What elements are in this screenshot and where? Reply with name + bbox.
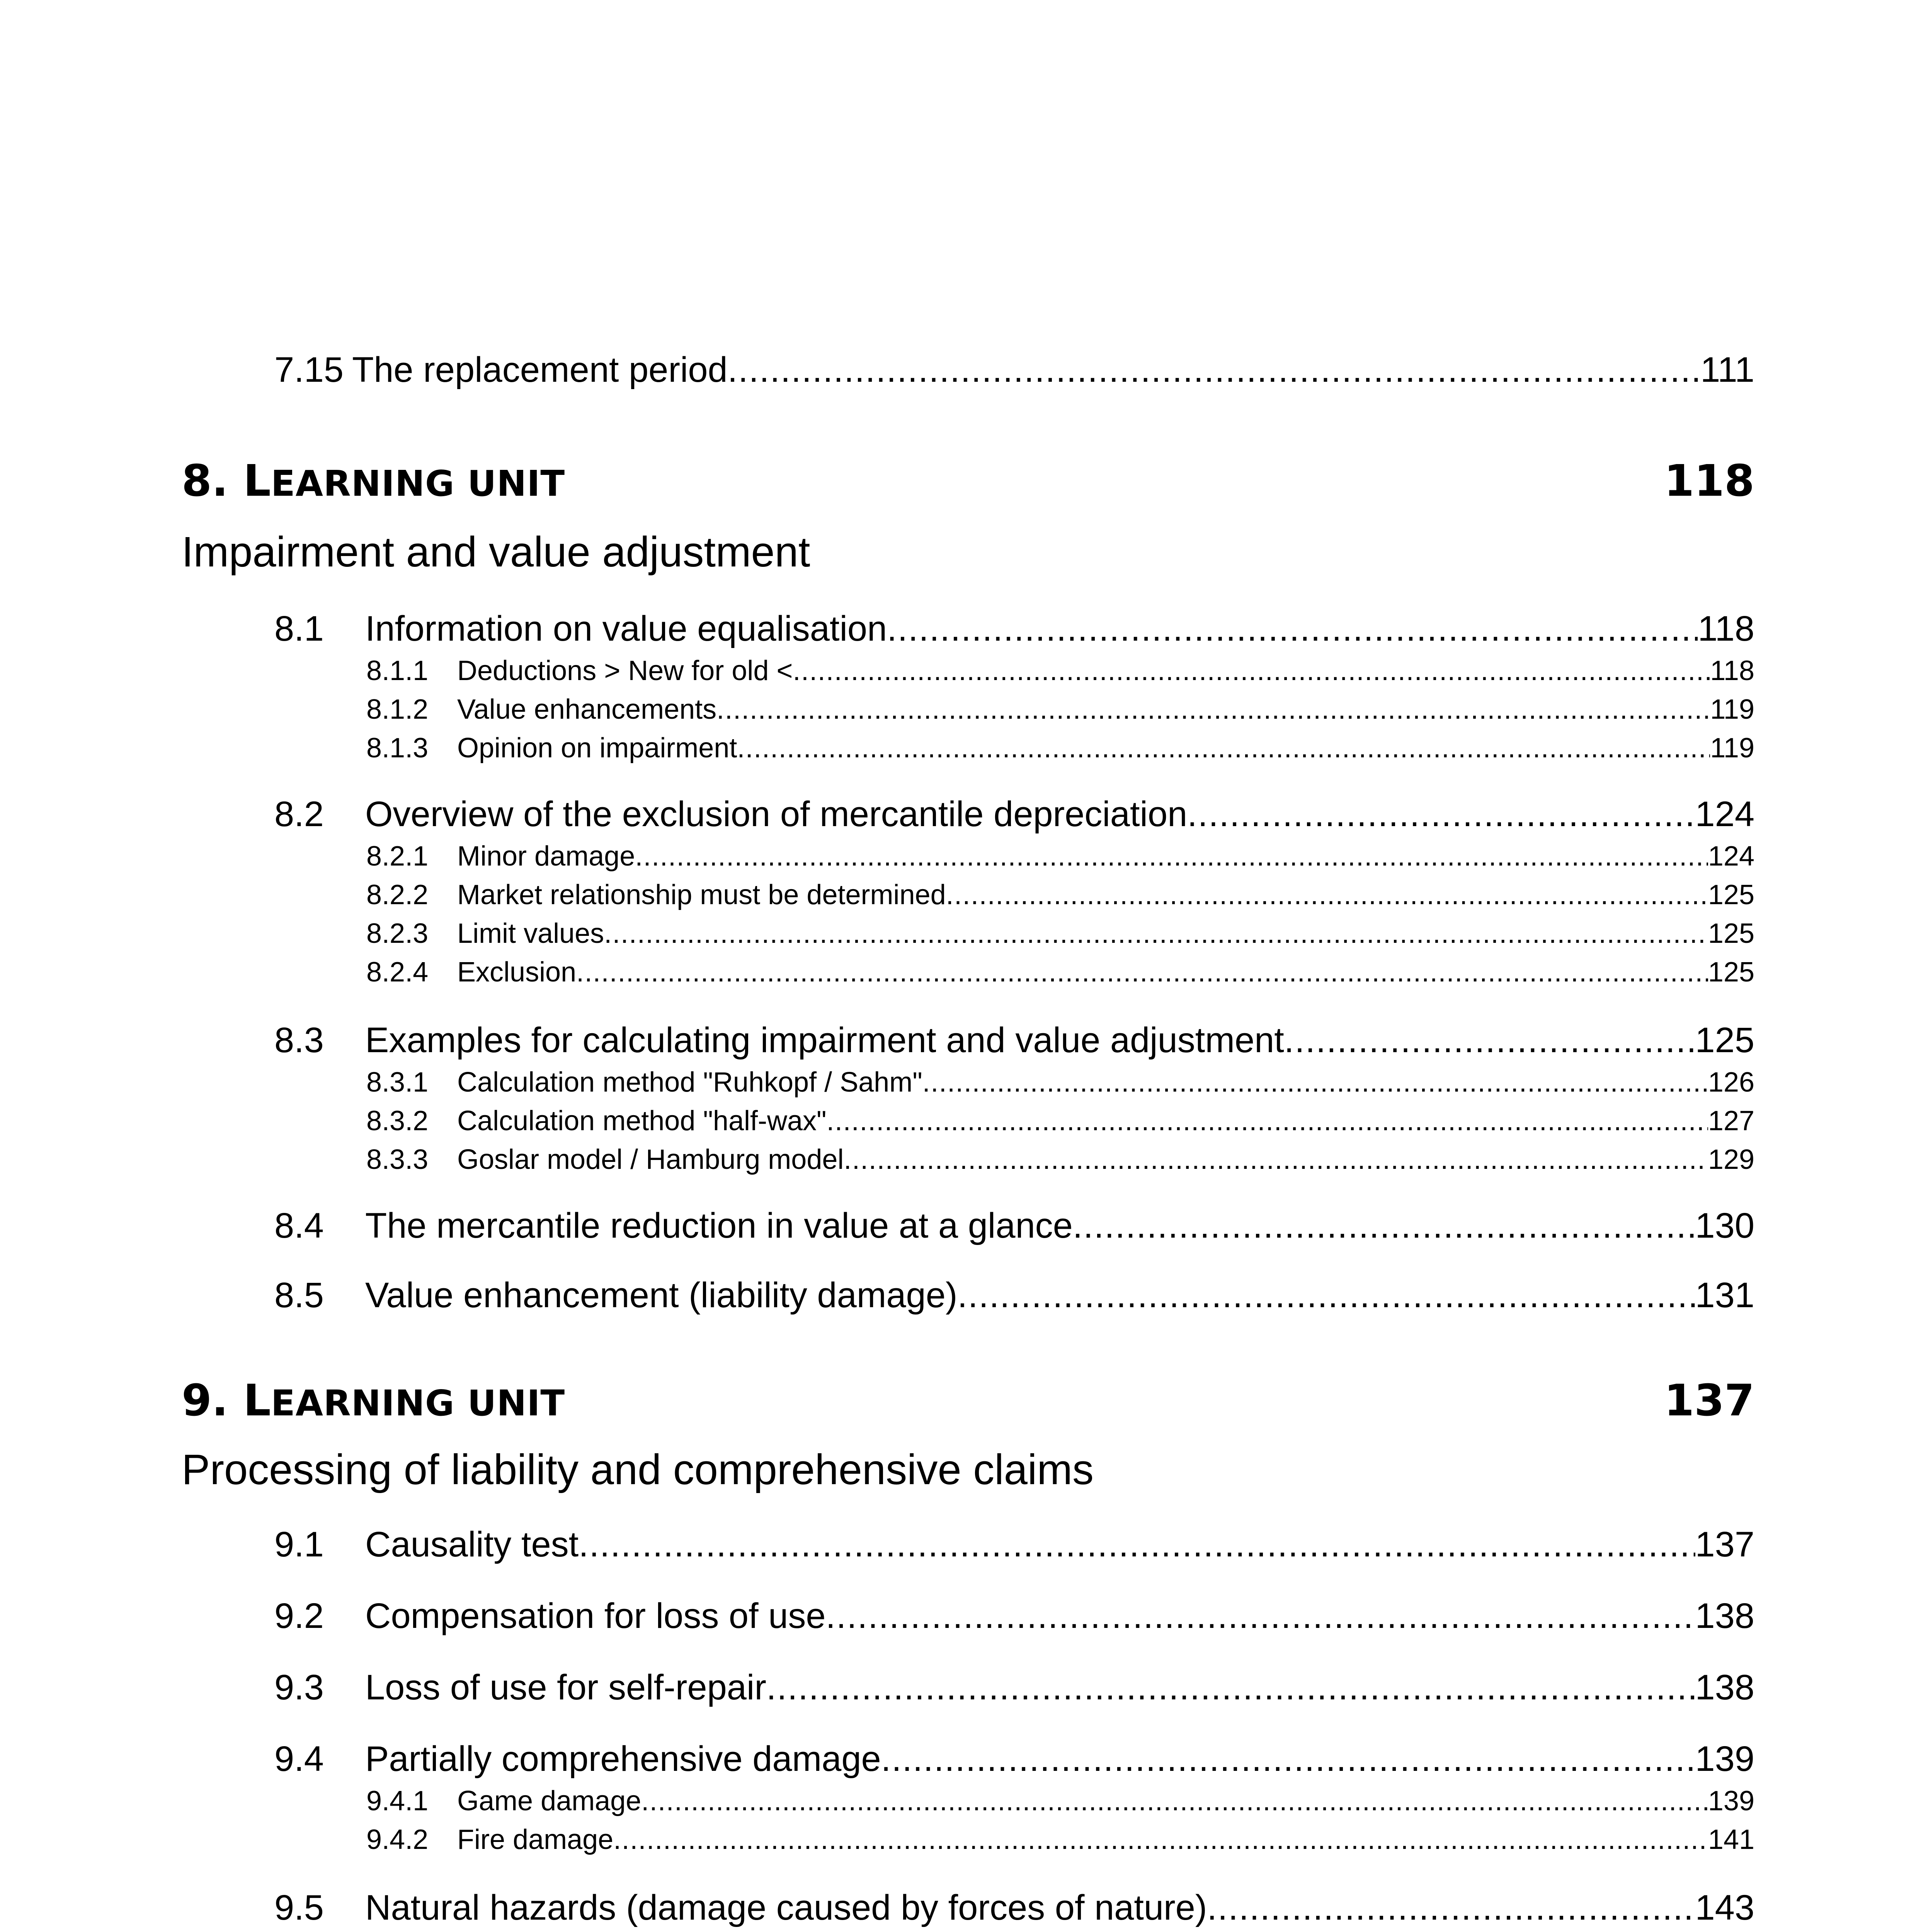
dot-leader — [946, 879, 1708, 911]
dot-leader — [716, 694, 1710, 725]
learning-unit-subtitle: Impairment and value adjustment — [182, 528, 810, 576]
toc-subsection-number: 8.1.1 — [366, 655, 429, 686]
toc-entry-number: 7.15 — [274, 350, 344, 389]
toc-section-page: 138 — [1695, 1668, 1754, 1707]
dot-leader — [922, 1066, 1708, 1098]
toc-subsection[interactable] — [182, 879, 1754, 914]
learning-unit-title: 9. LEARNING UNIT — [182, 1376, 565, 1426]
toc-subsection-number: 8.3.3 — [366, 1144, 429, 1175]
toc-subsection[interactable] — [182, 918, 1754, 952]
toc-subsection-number: 9.4.1 — [366, 1786, 429, 1816]
toc-subsection-number: 8.2.4 — [366, 957, 429, 988]
toc-section-page: 137 — [1695, 1525, 1754, 1564]
toc-section[interactable] — [182, 1206, 1754, 1248]
toc-subsection-title: Value enhancements — [457, 694, 717, 725]
dot-leader — [604, 918, 1708, 949]
dot-leader — [1207, 1888, 1695, 1928]
toc-subsection-number: 8.2.3 — [366, 918, 429, 949]
toc-subsection-page: 127 — [1708, 1105, 1754, 1136]
toc-section-title: Information on value equalisation — [365, 609, 887, 648]
toc-subsection-title: Opinion on impairment — [457, 733, 737, 764]
toc-section-title: Partially comprehensive damage — [365, 1739, 881, 1779]
toc-section[interactable] — [182, 1275, 1754, 1318]
toc-subsection-page: 119 — [1710, 694, 1754, 725]
toc-section-title: Natural hazards (damage caused by forces of nature) — [365, 1888, 1207, 1927]
learning-unit-page: 118 — [1664, 456, 1754, 506]
dot-leader — [793, 655, 1710, 687]
toc-subsection-title: Exclusion — [457, 957, 577, 988]
toc-section[interactable] — [182, 1596, 1754, 1638]
toc-entry[interactable] — [182, 350, 1754, 392]
toc-subsection-title: Fire damage — [457, 1824, 614, 1855]
dot-leader — [579, 1524, 1695, 1565]
toc-section-number: 9.3 — [274, 1668, 324, 1707]
toc-subsection[interactable] — [182, 732, 1754, 767]
toc-subsection-title: Game damage — [457, 1786, 642, 1816]
toc-subsection-number: 8.2.2 — [366, 879, 429, 910]
toc-subsection[interactable] — [182, 1105, 1754, 1140]
toc-subsection[interactable] — [182, 655, 1754, 690]
dot-leader — [881, 1739, 1695, 1779]
toc-section-page: 138 — [1695, 1596, 1754, 1636]
toc-section[interactable] — [182, 1020, 1754, 1063]
toc-section-page: 131 — [1695, 1276, 1754, 1315]
toc-section-title: The mercantile reduction in value at a glance — [365, 1206, 1073, 1245]
toc-section-title: Overview of the exclusion of mercantile depreciation — [365, 794, 1188, 834]
toc-subsection-title: Calculation method "Ruhkopf / Sahm" — [457, 1067, 922, 1098]
toc-subsection-page: 126 — [1708, 1067, 1754, 1098]
toc-section-number: 9.1 — [274, 1525, 324, 1564]
dot-leader — [728, 350, 1700, 390]
toc-section-title: Compensation for loss of use — [365, 1596, 826, 1636]
toc-section-title: Examples for calculating impairment and value adjustment — [365, 1020, 1284, 1060]
toc-section-number: 9.4 — [274, 1739, 324, 1779]
toc-section[interactable] — [182, 1739, 1754, 1781]
toc-section-number: 8.4 — [274, 1206, 324, 1245]
toc-section[interactable] — [182, 1888, 1754, 1930]
toc-section[interactable] — [182, 609, 1754, 651]
dot-leader — [1187, 794, 1695, 835]
toc-subsection-number: 8.1.2 — [366, 694, 429, 725]
toc-section[interactable] — [182, 1524, 1754, 1567]
toc-section[interactable] — [182, 794, 1754, 837]
toc-section-page: 143 — [1695, 1888, 1754, 1927]
toc-section-title: Loss of use for self-repair — [365, 1668, 767, 1707]
toc-subsection-page: 139 — [1708, 1786, 1754, 1816]
toc-section-number: 9.5 — [274, 1888, 324, 1927]
toc-subsection-title: Market relationship must be determined — [457, 879, 946, 910]
toc-subsection-page: 119 — [1710, 733, 1754, 764]
toc-subsection-number: 8.2.1 — [366, 841, 429, 872]
toc-section-page: 118 — [1698, 609, 1754, 648]
dot-leader — [576, 956, 1708, 988]
toc-subsection[interactable] — [182, 840, 1754, 875]
dot-leader — [826, 1596, 1695, 1636]
learning-unit-heading[interactable] — [182, 456, 1754, 518]
toc-entry-title: The replacement period — [352, 350, 728, 389]
toc-section-number: 9.2 — [274, 1596, 324, 1636]
toc-subsection-title: Calculation method "half-wax" — [457, 1105, 827, 1136]
dot-leader — [1073, 1206, 1695, 1246]
dot-leader — [635, 840, 1708, 872]
dot-leader — [641, 1785, 1708, 1817]
dot-leader — [887, 609, 1698, 649]
toc-section-page: 125 — [1695, 1020, 1754, 1060]
toc-section-title: Causality test — [365, 1525, 579, 1564]
toc-subsection-number: 8.3.2 — [366, 1105, 429, 1136]
toc-subsection-title: Goslar model / Hamburg model — [457, 1144, 844, 1175]
toc-section-title: Value enhancement (liability damage) — [365, 1276, 958, 1315]
toc-subsection-page: 124 — [1708, 841, 1754, 872]
toc-subsection-title: Minor damage — [457, 841, 635, 872]
toc-section-page: 124 — [1695, 794, 1754, 834]
dot-leader — [737, 732, 1710, 764]
toc-section-number: 8.5 — [274, 1276, 324, 1315]
toc-section-number: 8.1 — [274, 609, 324, 648]
toc-subsection-page: 125 — [1708, 918, 1754, 949]
toc-section-page: 139 — [1695, 1739, 1754, 1779]
toc-subsection[interactable] — [182, 1824, 1754, 1859]
toc-subsection-title: Deductions > New for old < — [457, 655, 793, 686]
toc-entry-page: 111 — [1700, 350, 1754, 389]
learning-unit-subtitle: Processing of liability and comprehensive claims — [182, 1446, 1094, 1493]
toc-subsection[interactable] — [182, 694, 1754, 728]
toc-subsection-number: 8.1.3 — [366, 733, 429, 764]
learning-unit-heading[interactable] — [182, 1376, 1754, 1437]
toc-section-number: 8.3 — [274, 1020, 324, 1060]
toc-subsection-page: 125 — [1708, 879, 1754, 910]
toc-subsection-page: 125 — [1708, 957, 1754, 988]
dot-leader — [958, 1275, 1695, 1316]
toc-section-page: 130 — [1695, 1206, 1754, 1245]
toc-subsection[interactable] — [182, 956, 1754, 991]
toc-subsection-page: 141 — [1708, 1824, 1754, 1855]
toc-subsection-number: 8.3.1 — [366, 1067, 429, 1098]
toc-subsection[interactable] — [182, 1066, 1754, 1101]
toc-subsection-page: 129 — [1708, 1144, 1754, 1175]
toc-subsection-number: 9.4.2 — [366, 1824, 429, 1855]
toc-section[interactable] — [182, 1667, 1754, 1710]
toc-section-number: 8.2 — [274, 794, 324, 834]
dot-leader — [844, 1144, 1708, 1175]
dot-leader — [613, 1824, 1708, 1855]
learning-unit-title: 8. LEARNING UNIT — [182, 456, 565, 506]
toc-subsection[interactable] — [182, 1144, 1754, 1179]
toc-subsection[interactable] — [182, 1785, 1754, 1820]
dot-leader — [827, 1105, 1708, 1137]
learning-unit-page: 137 — [1664, 1376, 1754, 1426]
toc-subsection-page: 118 — [1710, 655, 1754, 686]
dot-leader — [766, 1667, 1695, 1708]
dot-leader — [1284, 1020, 1695, 1061]
toc-subsection-title: Limit values — [457, 918, 604, 949]
